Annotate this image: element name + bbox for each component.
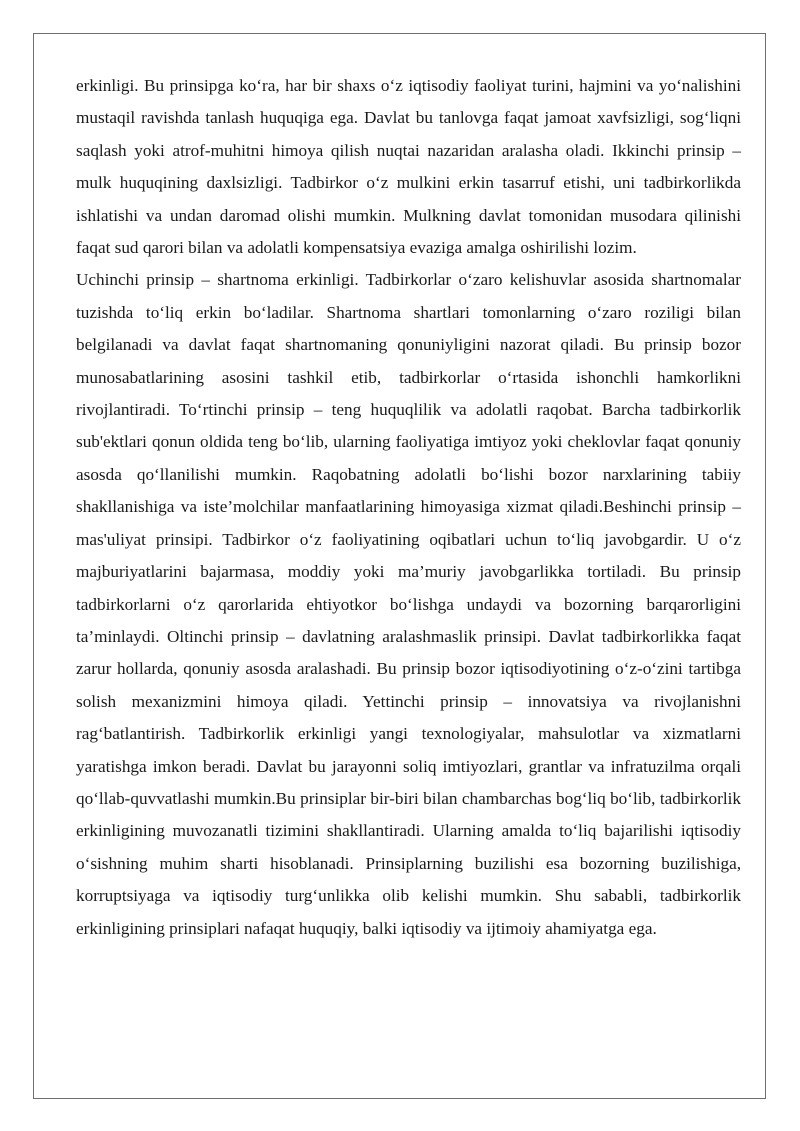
document-body [76,70,741,945]
paragraph-2: Uchinchi prinsip – shartnoma erkinligi. Tadbirkorlar oʻzaro kelishuvlar asosida shartnomalar tuzishda toʻliq erkin boʻladilar. Shartnoma shartlari tomonlarning oʻzaro roziligi bilan belgilanadi va davlat faqat shartnomaning qonuniyligini nazorat qiladi. Bu prinsip bozor munosabatlarining asosini tashkil etib, tadbirkorlar oʻrtasida ishonchli hamkorlikni rivojlantiradi. Toʻrtinchi prinsip – teng huquqlilik va adolatli raqobat. Barcha tadbirkorlik sub'ektlari qonun oldida teng boʻlib, ularning faoliyatiga imtiyoz yoki cheklovlar faqat qonuniy asosda qoʻllanilishi mumkin. Raqobatning adolatli boʻlishi bozor narxlarining tabiiy shakllanishiga va iste’molchilar manfaatlarining himoyasiga xizmat qiladi.Beshinchi prinsip – mas'uliyat prinsipi. Tadbirkor oʻz faoliyatining oqibatlari uchun toʻliq javobgardir. U oʻz majburiyatlarini bajarmasa, moddiy yoki ma’muriy javobgarlikka tortiladi. Bu prinsip tadbirkorlarni oʻz qarorlarida ehtiyotkor boʻlishga undaydi va bozorning barqarorligini ta’minlaydi. Oltinchi prinsip – davlatning aralashmaslik prinsipi. Davlat tadbirkorlikka faqat zarur hollarda, qonuniy asosda aralashadi. Bu prinsip bozor iqtisodiyotining oʻz-oʻzini tartibga solish mexanizmini himoya qiladi. Yettinchi prinsip – innovatsiya va rivojlanishni ragʻbatlantirish. Tadbirkorlik erkinligi yangi texnologiyalar, mahsulotlar va xizmatlarni yaratishga imkon beradi. Davlat bu jarayonni soliq imtiyozlari, grantlar va infratuzilma orqali qoʻllab-quvvatlashi mumkin.Bu prinsiplar bir-biri bilan chambarchas bogʻliq boʻlib, tadbirkorlik erkinligining muvozanatli tizimini shakllantiradi. Ularning amalda toʻliq bajarilishi iqtisodiy oʻsishning muhim sharti hisoblanadi. Prinsiplarning buzilishi esa bozorning buzilishiga, korruptsiyaga va iqtisodiy turgʻunlikka olib kelishi mumkin. Shu sababli, tadbirkorlik erkinligining prinsiplari nafaqat huquqiy, balki iqtisodiy va ijtimoiy ahamiyatga ega. [76,270,741,938]
paragraph-1: erkinligi. Bu prinsipga koʻra, har bir shaxs oʻz iqtisodiy faoliyat turini, hajmini va yoʻnalishini mustaqil ravishda tanlash huquqiga ega. Davlat bu tanlovga faqat jamoat xavfsizligi, sogʻliqni saqlash yoki atrof-muhitni himoya qilish nuqtai nazaridan aralasha oladi. Ikkinchi prinsip – mulk huquqining daxlsizligi. Tadbirkor oʻz mulkini erkin tasarruf etishi, uni tadbirkorlikda ishlatishi va undan daromad olishi mumkin. Mulkning davlat tomonidan musodara qilinishi faqat sud qarori bilan va adolatli kompensatsiya evaziga amalga oshirilishi lozim. [76,76,741,258]
